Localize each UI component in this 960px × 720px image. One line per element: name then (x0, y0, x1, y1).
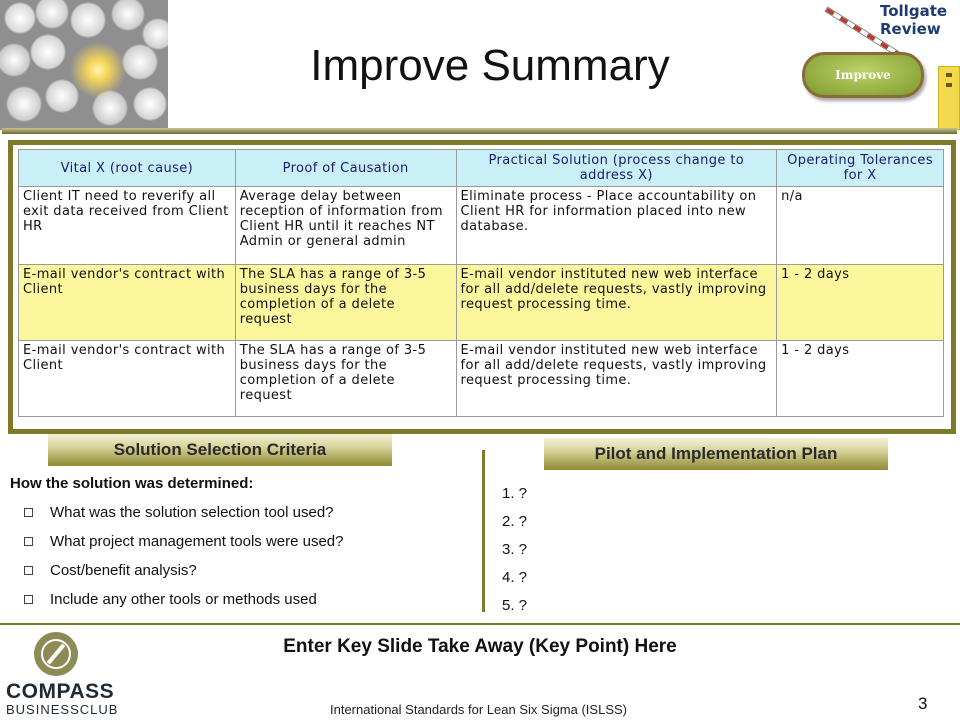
checkbox-bullet-icon (24, 537, 33, 546)
list-item (20, 556, 344, 585)
title-divider (2, 128, 957, 134)
tollgate-line1: Tollgate (880, 2, 948, 20)
section-divider (482, 450, 485, 612)
list-item-text: Cost/benefit analysis? (50, 562, 197, 579)
checkbox-bullet-icon (24, 566, 33, 575)
table-row (19, 341, 944, 417)
header-operating-tolerances: Operating Tolerances for X (777, 150, 944, 187)
table-row (19, 187, 944, 265)
tollgate-line2: Review (880, 20, 941, 38)
pilot-plan-header: Pilot and Implementation Plan (544, 438, 888, 470)
compass-logo-icon (34, 632, 78, 676)
table-header-row (19, 150, 944, 187)
table-cell: E-mail vendor's contract with Client (19, 265, 236, 341)
table-cell: Average delay between reception of information from Client HR until it reaches NT Admin or general admin (235, 187, 456, 265)
table-cell: 1 - 2 days (777, 265, 944, 341)
list-item-text: Include any other tools or methods used (50, 591, 317, 608)
logo-text-compass: COMPASS (6, 680, 115, 703)
table-row (19, 265, 944, 341)
bottom-divider (0, 623, 960, 625)
list-item: 1. ? (502, 485, 528, 502)
list-item (20, 527, 344, 556)
list-item: 5. ? (502, 597, 528, 614)
list-item-text: What project management tools were used? (50, 533, 344, 550)
header-proof-of-causation: Proof of Causation (235, 150, 456, 187)
solution-criteria-header: Solution Selection Criteria (48, 434, 392, 466)
criteria-list (20, 498, 344, 614)
header-practical-solution: Practical Solution (process change to address X) (456, 150, 777, 187)
table-cell: The SLA has a range of 3-5 business days for the completion of a delete request (235, 265, 456, 341)
list-item (20, 498, 344, 527)
header-vital-x: Vital X (root cause) (19, 150, 236, 187)
checkbox-bullet-icon (24, 508, 33, 517)
list-item: 2. ? (502, 513, 528, 530)
page-number: 3 (918, 694, 928, 713)
tollgate-review-label (880, 2, 960, 38)
summary-table (18, 149, 944, 417)
table-cell: n/a (777, 187, 944, 265)
phase-badge: Improve (802, 52, 924, 98)
table-cell: E-mail vendor's contract with Client (19, 341, 236, 417)
plan-list (502, 480, 527, 620)
list-item: 4. ? (502, 569, 528, 586)
summary-table-frame (8, 140, 956, 434)
table-cell: E-mail vendor instituted new web interface for all add/delete requests, vastly improving request processing time. (456, 265, 777, 341)
table-cell: The SLA has a range of 3-5 business days for the completion of a delete request (235, 341, 456, 417)
logo-text-businessclub: BUSINESSCLUB (6, 702, 119, 717)
light-bulbs-image (0, 0, 168, 130)
slide-title: Improve Summary (310, 41, 670, 90)
list-item (20, 585, 344, 614)
footer-text: International Standards for Lean Six Sigma (ISLSS) (330, 702, 627, 717)
table-cell: 1 - 2 days (777, 341, 944, 417)
criteria-intro: How the solution was determined: (10, 475, 254, 492)
list-item-text: What was the solution selection tool used? (50, 504, 334, 521)
list-item: 3. ? (502, 541, 528, 558)
table-cell: Eliminate process - Place accountability on Client HR for information placed into new database. (456, 187, 777, 265)
tollgate-post-icon (938, 66, 960, 130)
table-cell: Client IT need to reverify all exit data received from Client HR (19, 187, 236, 265)
checkbox-bullet-icon (24, 595, 33, 604)
table-cell: E-mail vendor instituted new web interface for all add/delete requests, vastly improving request processing time. (456, 341, 777, 417)
key-takeaway: Enter Key Slide Take Away (Key Point) Here (283, 636, 677, 657)
